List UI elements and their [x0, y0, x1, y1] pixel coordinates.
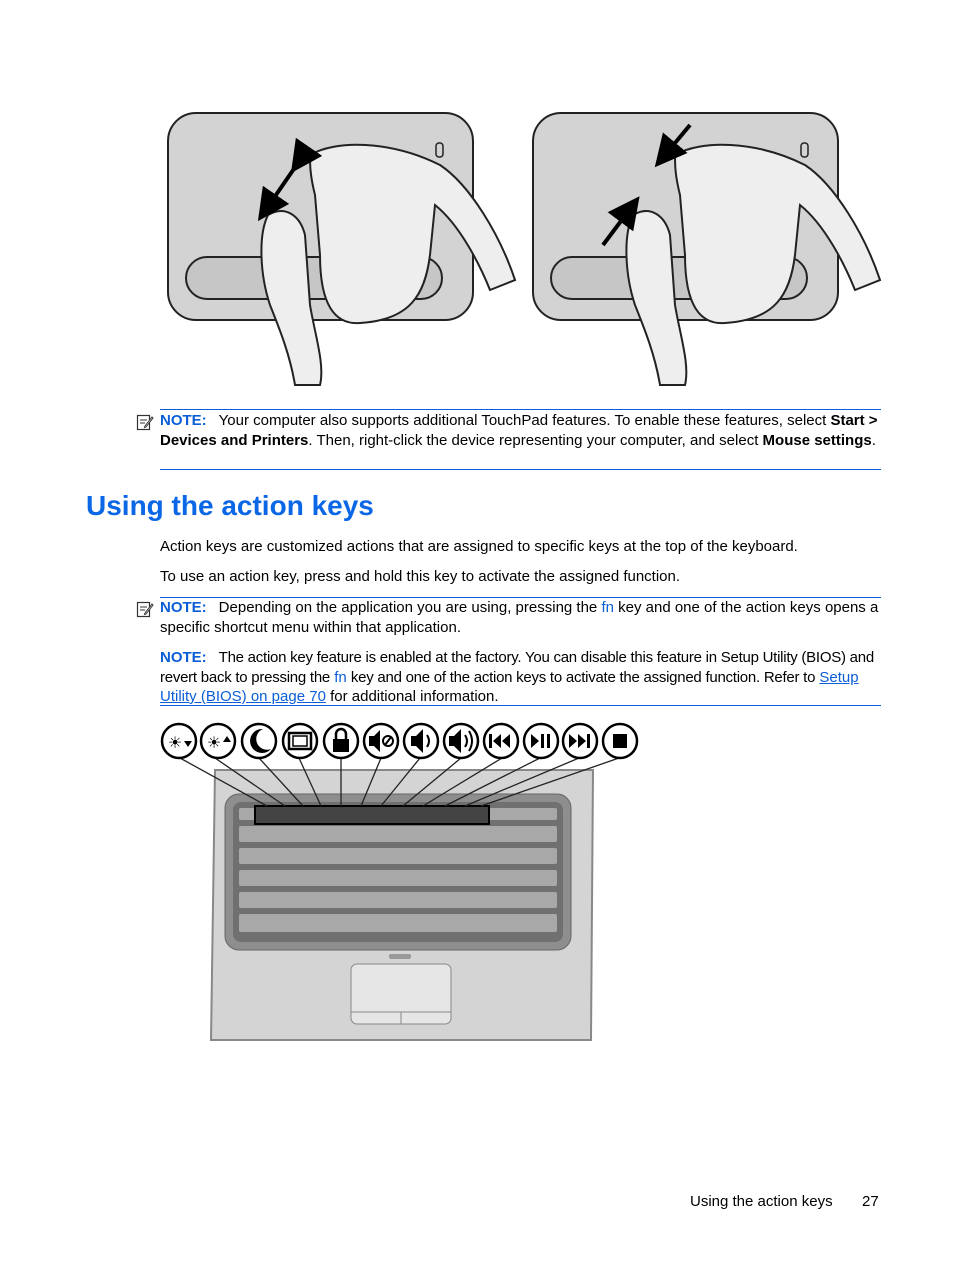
sleep-moon-icon: [242, 724, 276, 758]
svg-text:☀: ☀: [167, 733, 183, 752]
note-body-continued: key and one of the action keys opens a specific shortcut menu within that application.: [160, 599, 879, 636]
note-action-keys: [136, 596, 881, 708]
previous-track-icon: [484, 724, 518, 758]
page-number: 27: [862, 1193, 879, 1210]
stop-icon: [603, 724, 637, 758]
setup-utility-link[interactable]: Setup Utility (BIOS) on page 70: [160, 668, 859, 705]
action-key-icons: [162, 724, 637, 758]
note-body-continued: key and one of the action keys to activate the assigned function. Refer to: [350, 668, 816, 686]
start-devices-printers: Start > Devices and Printers: [160, 412, 878, 449]
note-bottom-rule: [160, 469, 881, 470]
note-label: NOTE:: [160, 412, 207, 429]
mouse-settings: Mouse settings: [762, 431, 872, 449]
note-label: NOTE:: [160, 599, 207, 616]
touchpad-zoom-out: [168, 113, 515, 385]
paragraph-action-keys-intro: Action keys are customized actions that are assigned to specific keys at the top of the keyboard.: [160, 538, 798, 555]
touchpad-gesture-illustration: [160, 105, 885, 390]
fn-key-ref: fn: [601, 599, 614, 616]
brightness-down-icon: [162, 724, 196, 758]
note-body: Depending on the application you are using, pressing the: [218, 599, 598, 616]
action-key-row-highlight: [255, 806, 489, 824]
note-touchpad-features: [136, 408, 881, 472]
next-track-icon: [563, 724, 597, 758]
mute-icon: [364, 724, 398, 758]
note-text: [160, 411, 881, 450]
note-body-end: for additional information.: [330, 688, 499, 705]
lock-icon: [324, 724, 358, 758]
note-factory-setting: [160, 648, 881, 707]
brightness-up-icon: [201, 724, 235, 758]
volume-down-icon: [404, 724, 438, 758]
volume-up-icon: [444, 724, 478, 758]
note-top-rule: [160, 409, 881, 410]
note-shortcut-menu: [160, 598, 881, 637]
note-body: The action key feature is enabled at the factory. You can disable this feature in Setup Utility (BIOS) and revert back to pressing the: [160, 649, 874, 686]
footer-section-title: Using the action keys: [690, 1193, 833, 1210]
note-label: NOTE:: [160, 649, 207, 666]
note-bottom-rule: [160, 705, 881, 706]
section-heading: Using the action keys: [86, 490, 374, 521]
touchpad-zoom-in: [533, 113, 880, 385]
note-icon: [136, 413, 154, 431]
note-icon: [136, 600, 154, 618]
svg-text:☀: ☀: [206, 733, 222, 752]
action-keys-keyboard-illustration: [155, 718, 645, 1048]
note-body: Your computer also supports additional TouchPad features. To enable these features, select: [218, 412, 827, 429]
paragraph-action-keys-usage: To use an action key, press and hold this key to activate the assigned function.: [160, 568, 681, 585]
note-body-continued: . Then, right-click the device representing your computer, and select: [308, 431, 759, 449]
fn-key-ref: fn: [334, 668, 347, 686]
play-pause-icon: [524, 724, 558, 758]
switch-display-icon: [283, 724, 317, 758]
note-period: .: [871, 431, 876, 449]
